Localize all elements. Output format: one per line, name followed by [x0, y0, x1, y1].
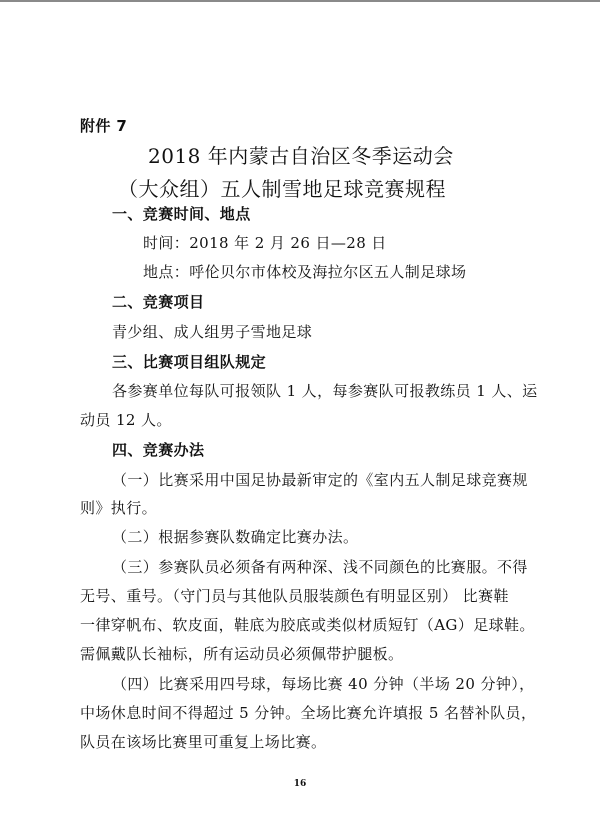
- section-1-line-time: 时间：2018 年 2 月 26 日—28 日: [143, 234, 387, 252]
- top-border-line: [0, 0, 600, 2]
- section-4-heading: 四、竞赛办法: [112, 441, 205, 459]
- section-4-line-1: （一）比赛采用中国足协最新审定的《室内五人制足球竞赛规: [112, 471, 528, 489]
- section-4-line-3: （二）根据参赛队数确定比赛办法。: [112, 528, 359, 546]
- section-3-line-2: 动员 12 人。: [80, 411, 172, 429]
- section-4-line-8: （四）比赛采用四号球，每场比赛 40 分钟（半场 20 分钟），: [112, 675, 535, 693]
- section-4-line-9: 中场休息时间不得超过 5 分钟。全场比赛允许填报 5 名替补队员，: [80, 704, 537, 722]
- section-4-line-5: 无号、重号。（守门员与其他队员服装颜色有明显区别） 比赛鞋: [80, 587, 509, 605]
- section-1-heading: 一、竞赛时间、地点: [112, 205, 251, 223]
- document-title-line-2: （大众组）五人制雪地足球竞赛规程: [118, 177, 446, 201]
- attachment-label: 附件 7: [80, 117, 128, 135]
- section-4-line-2: 则》执行。: [80, 499, 158, 517]
- section-2-line-1: 青少组、成人组男子雪地足球: [112, 323, 313, 341]
- section-3-heading: 三、比赛项目组队规定: [112, 353, 267, 371]
- section-4-line-7: 需佩戴队长袖标，所有运动员必须佩带护腿板。: [80, 645, 404, 663]
- section-3-line-1: 各参赛单位每队可报领队 1 人，每参赛队可报教练员 1 人、运: [112, 382, 538, 400]
- page-number: 16: [293, 779, 307, 789]
- document-title-line-1: 2018 年内蒙古自治区冬季运动会: [148, 144, 454, 168]
- section-4-line-4: （三）参赛队员必须备有两种深、浅不同颜色的比赛服。不得: [112, 558, 528, 576]
- section-4-line-6: 一律穿帆布、软皮面，鞋底为胶底或类似材质短钉（AG）足球鞋。: [80, 616, 535, 634]
- section-4-line-10: 队员在该场比赛里可重复上场比赛。: [80, 733, 327, 751]
- section-2-heading: 二、竞赛项目: [112, 293, 205, 311]
- section-1-line-place: 地点：呼伦贝尔市体校及海拉尔区五人制足球场: [143, 263, 467, 281]
